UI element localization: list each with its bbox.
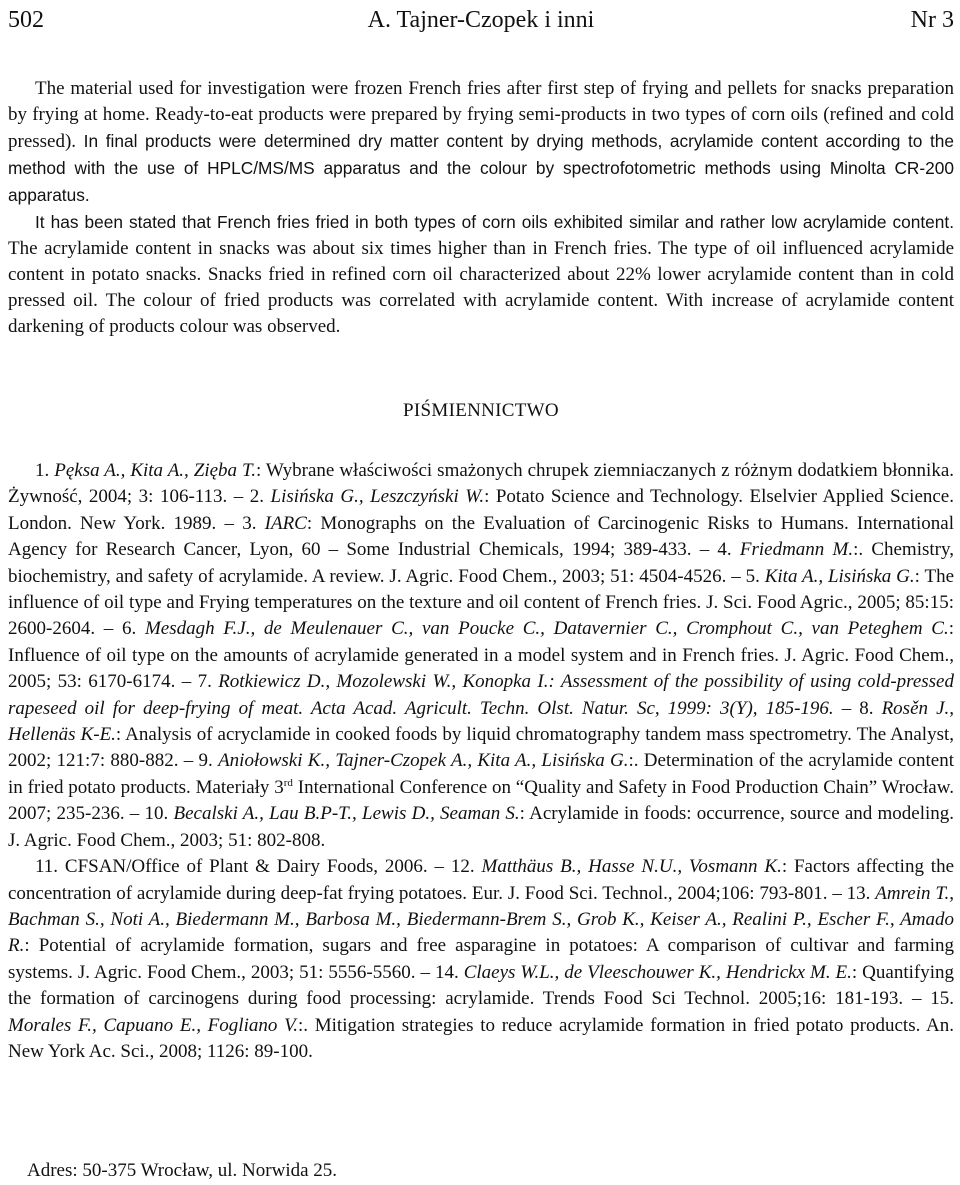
- page: [8, 0, 954, 1065]
- reference-number: 3.: [242, 512, 265, 534]
- reference-authors: Kita A., Lisińska G.: [764, 565, 915, 587]
- reference-text: : Analysis of acryclamide in cooked foods by liquid chromatography tandem mass spectrometry. The Analyst, 2002; 121:7: 880-882. –: [8, 724, 954, 772]
- abstract-sentence: Snacks fried in refined corn oil characterized about 22% lower acrylamide content than in cold pressed oil. The colour of fried products was correlated with acrylamide content. With increase of acrylamide content darkening of products colour was observed.: [8, 264, 954, 337]
- reference-authors: Lisińska G., Leszczyński W.: [270, 486, 485, 508]
- references-paragraph-1: [8, 458, 954, 854]
- reference-number: 9.: [198, 750, 219, 772]
- reference-authors: Morales F., Capuano E., Fogliano V.: [8, 1014, 298, 1036]
- reference-text: : Potato Science and Technology. Elselvier Applied Science. London. New York. 1989. –: [8, 486, 954, 534]
- abstract-sentence: In final products were determined dry matter content by drying methods, acrylamide content according to the method with the use of HPLC/MS/MS apparatus and the colour by spectrofotometric methods using Minolta CR-200 apparatus.: [8, 131, 954, 205]
- reference-text: : Assessment of the possibility of using cold-pressed rapeseed oil for deep-frying of meat. Acta Acad. Agricult. Techn. Olst. Natur. Sc, 1999: 3(Y), 185-196.: [8, 671, 954, 719]
- abstract-paragraph-1: [8, 76, 954, 209]
- reference-number: 14.: [434, 961, 464, 983]
- issue-number: Nr 3: [910, 7, 954, 33]
- reference-authors: Matthäus B., Hasse N.U., Vosmann K.: [481, 856, 782, 878]
- reference-number: 10.: [144, 803, 174, 825]
- reference-number: 13.: [846, 882, 876, 904]
- ordinal-superscript: rd: [283, 776, 293, 789]
- reference-text: : Influence of oil type on the amounts of acrylamide generated in a model system and in French fries. J. Agric. Food Chem., 2005; 53: 6170-6174. –: [8, 618, 955, 693]
- reference-number: 1.: [35, 460, 55, 481]
- abstract: [8, 76, 954, 340]
- abstract-paragraph-2: [8, 209, 954, 340]
- reference-text: : The influence of oil type and Frying temperatures on the texture and oil content of French fries. J. Sci. Food Agric., 2005; 85:15: 2600-2604. –: [8, 565, 955, 640]
- reference-authors: Amrein T., Bachman S., Noti A., Biedermann M., Barbosa M., Biedermann-Brem S., Grob K., Keiser A., Realini P., Escher F., Amado R.: [8, 882, 954, 957]
- reference-authors: Friedmann M.: [739, 539, 854, 561]
- abstract-sentence: It has been stated that French fries fried in both types of corn oils exhibited similar and rather low acrylamide content.: [35, 212, 954, 232]
- reference-number: 5.: [745, 565, 765, 587]
- reference-authors: Aniołowski K., Tajner-Czopek A., Kita A., Lisińska G.: [218, 750, 629, 772]
- reference-text: : Monographs on the Evaluation of Carcinogenic Risks to Humans. International Agency for Research Cancer, Lyon, 60 – Some Industrial Chemicals, 1994; 389-433. –: [8, 512, 954, 561]
- reference-authors: Mesdagh F.J., de Meulenauer C., van Poucke C., Datavernier C., Cromphout C., van Peteghem C.: [144, 618, 949, 640]
- reference-authors: Rotkiewicz D., Mozolewski W., Konopka I.: [218, 671, 549, 693]
- reference-number: 11.: [35, 856, 65, 878]
- reference-text: : Potential of acrylamide formation, sugars and free asparagine in potatoes: A comparison of cultivar and farming systems. J. Agric. Food Chem., 2003; 51: 5556-5560. –: [8, 935, 954, 983]
- reference-text: :. Mitigation strategies to reduce acrylamide formation in fried potato products. An. New York Ac. Sci., 2008; 1126: 89-100.: [8, 1014, 955, 1062]
- reference-text: CFSAN/Office of Plant & Dairy Foods, 2006. –: [64, 856, 451, 878]
- reference-text: :. Chemistry, biochemistry, and safety of acrylamide. A review. J. Agric. Food Chem., 2003; 51: 4504-4526. –: [8, 539, 954, 587]
- reference-text: –: [833, 697, 860, 719]
- references-list: [8, 458, 954, 1065]
- reference-number: 15.: [930, 988, 954, 1010]
- reference-text: : Wybrane właściwości smażonych chrupek ziemniaczanych z różnym dodatkiem błonnika. Żywność, 2004; 3: 106-113. –: [8, 460, 955, 508]
- reference-text: International Conference on “Quality and Safety in Food Production Chain” Wrocław. 2007; 235-236. –: [8, 776, 954, 825]
- abstract-sentence: The acrylamide content in snacks was about six times higher than in French fries. The type of oil influenced acrylamide content in potato snacks.: [8, 238, 954, 285]
- references-paragraph-2: [8, 854, 954, 1065]
- reference-number: 6.: [122, 618, 145, 640]
- reference-number: 2.: [249, 486, 271, 508]
- reference-authors: Claeys W.L., de Vleeschouwer K., Hendrickx M. E.: [463, 961, 852, 983]
- reference-text: :. Determination of the acrylamide content in fried potato products. Materiały 3: [8, 750, 955, 798]
- reference-authors: Pęksa A., Kita A., Zięba T.: [54, 460, 256, 481]
- reference-number: 4.: [717, 539, 740, 561]
- reference-text: : Factors affecting the concentration of acrylamide during deep-fat frying potatoes. Eur. J. Food Sci. Technol., 2004;106: 793-801. –: [8, 856, 955, 904]
- reference-authors: IARC: [264, 512, 307, 534]
- reference-text: : Acrylamide in foods: occurrence, source and modeling. J. Agric. Food Chem., 2003; 51: 802-808.: [8, 803, 955, 851]
- reference-number: 12.: [450, 856, 482, 878]
- running-title: A. Tajner-Czopek i inni: [367, 7, 595, 33]
- page-header: [8, 0, 954, 40]
- reference-authors: Rosěn J., Hellenäs K-E.: [8, 697, 954, 746]
- reference-text: : Quantifying the formation of carcinogens during food processing: acrylamide. Trends Food Sci Technol. 2005;16: 181-193. –: [8, 961, 954, 1010]
- abstract-sentence: The material used for investigation were frozen French fries after first step of frying and pellets for snacks preparation by frying at home. Ready-to-eat products were prepared by frying semi-products in two types of corn oils (refined and cold pressed).: [8, 78, 954, 152]
- references-heading: PIŚMIENNICTWO: [403, 400, 559, 421]
- page-number: 502: [8, 7, 44, 33]
- reference-authors: Becalski A., Lau B.P-T., Lewis D., Seaman S.: [173, 803, 520, 825]
- correspondence-address: Adres: 50-375 Wrocław, ul. Norwida 25.: [27, 1160, 338, 1181]
- reference-number: 8.: [859, 697, 882, 719]
- reference-number: 7.: [197, 671, 219, 693]
